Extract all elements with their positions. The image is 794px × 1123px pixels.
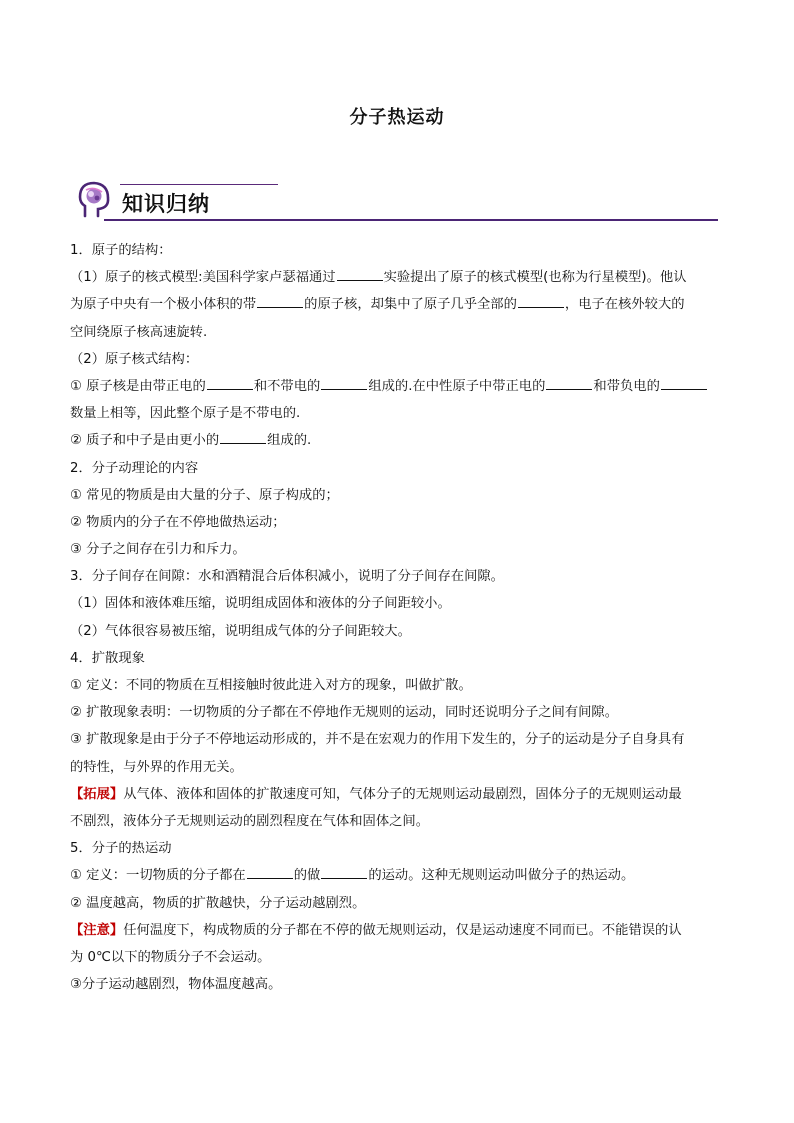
line-text: ② 扩散现象表明：一切物质的分子都在不停地作无规则的运动，同时还说明分子之间有间隙。 — [70, 705, 619, 721]
note-tag: 【拓展】 — [70, 786, 124, 802]
text-line — [70, 726, 724, 753]
text-line — [70, 862, 724, 889]
section-header — [76, 178, 720, 222]
document-body — [70, 237, 724, 998]
line-text: 从气体、液体和固体的扩散速度可知，气体分子的无规则运动最剧烈，固体分子的无规则运动最 — [123, 786, 682, 802]
page-title: 分子热运动 — [349, 107, 445, 128]
line-text: 为 0℃以下的物质分子不会运动。 — [70, 949, 271, 965]
line-text: ① 原子核是由带正电的 — [70, 378, 206, 394]
text-line — [70, 917, 724, 944]
line-text: 1．原子的结构： — [70, 243, 172, 258]
text-line — [70, 590, 724, 617]
text-line — [70, 781, 724, 808]
line-text: 和不带电的 — [253, 378, 321, 394]
line-text: 和带负电的 — [593, 378, 660, 394]
section-top-rule — [120, 184, 278, 185]
line-text: ② 温度越高，物质的扩散越快，分子运动越剧烈。 — [70, 895, 366, 911]
line-text: 实验提出了原子的核式模型(也称为行星模型)。他认 — [383, 270, 687, 286]
fill-in-blank — [220, 428, 266, 444]
line-text: （1）固体和液体难压缩，说明组成固体和液体的分子间距较小。 — [70, 596, 451, 612]
line-text: ① 常见的物质是由大量的分子、原子构成的； — [70, 487, 339, 503]
text-line — [70, 482, 724, 509]
fill-in-blank — [247, 863, 293, 879]
line-text: 3．分子间存在间隙：水和酒精混合后体积减小，说明了分子间存在间隙。 — [70, 569, 504, 585]
line-text: 组成的. — [267, 433, 312, 449]
fill-in-blank — [518, 292, 564, 308]
line-text: 不剧烈，液体分子无规则运动的剧烈程度在气体和固体之间。 — [70, 813, 430, 829]
text-line — [70, 835, 724, 862]
fill-in-blank — [321, 374, 367, 390]
line-text: 的运动。这种无规则运动叫做分子的热运动。 — [368, 868, 635, 884]
text-line — [70, 427, 724, 454]
line-text: ③ 扩散现象是由于分子不停地运动形成的，并不是在宏观力的作用下发生的，分子的运动是分子自身具有 — [70, 732, 685, 748]
text-line — [70, 291, 724, 318]
line-text: 2．分子动理论的内容 — [70, 460, 199, 476]
text-line — [70, 509, 724, 536]
text-line — [70, 971, 724, 998]
text-line — [70, 373, 724, 400]
text-line — [70, 618, 724, 645]
fill-in-blank — [207, 374, 253, 390]
text-line — [70, 264, 724, 291]
text-line — [70, 400, 724, 427]
section-underline — [104, 219, 718, 221]
line-text: （2）气体很容易被压缩，说明组成气体的分子间距较大。 — [70, 623, 411, 639]
note-tag: 【注意】 — [70, 922, 124, 938]
text-line — [70, 455, 724, 482]
line-text: 任何温度下，构成物质的分子都在不停的做无规则运动，仅是运动速度不同而已。不能错误的认 — [123, 922, 682, 938]
line-text: ③ 分子之间存在引力和斥力。 — [70, 542, 246, 558]
brain-head-icon — [76, 178, 112, 218]
text-line — [70, 754, 724, 781]
text-line — [70, 944, 724, 971]
fill-in-blank — [546, 374, 592, 390]
line-text: 空间绕原子核高速旋转. — [70, 324, 208, 340]
fill-in-blank — [321, 863, 367, 879]
fill-in-blank — [257, 292, 303, 308]
line-text: 的做 — [293, 868, 321, 884]
fill-in-blank — [661, 374, 707, 390]
line-text: 4．扩散现象 — [70, 650, 145, 666]
line-text: （2）原子核式结构： — [70, 351, 199, 367]
line-text: 为原子中央有一个极小体积的带 — [70, 297, 257, 313]
line-text: ，电子在核外较大的 — [564, 297, 685, 313]
text-line — [70, 536, 724, 563]
line-text: ② 质子和中子是由更小的 — [70, 433, 220, 449]
line-text: 的特性，与外界的作用无关。 — [70, 759, 243, 775]
line-text: 数量上相等，因此整个原子是不带电的. — [70, 406, 301, 422]
text-line — [70, 237, 724, 264]
text-line — [70, 890, 724, 917]
text-line — [70, 319, 724, 346]
text-line — [70, 645, 724, 672]
line-text: ② 物质内的分子在不停地做热运动； — [70, 514, 286, 530]
text-line — [70, 563, 724, 590]
text-line — [70, 808, 724, 835]
line-text: ③分子运动越剧烈，物体温度越高。 — [70, 977, 282, 993]
line-text: ① 定义：一切物质的分子都在 — [70, 868, 246, 884]
text-line — [70, 346, 724, 373]
text-line — [70, 699, 724, 726]
section-title: 知识归纳 — [122, 192, 210, 216]
line-text: （1）原子的核式模型:美国科学家卢瑟福通过 — [70, 270, 336, 286]
line-text: 组成的.在中性原子中带正电的 — [368, 378, 546, 394]
fill-in-blank — [337, 265, 383, 281]
line-text: 5．分子的热运动 — [70, 841, 172, 857]
line-text: 的原子核，却集中了原子几乎全部的 — [304, 297, 517, 313]
text-line — [70, 672, 724, 699]
line-text: ① 定义：不同的物质在互相接触时彼此进入对方的现象，叫做扩散。 — [70, 678, 472, 693]
